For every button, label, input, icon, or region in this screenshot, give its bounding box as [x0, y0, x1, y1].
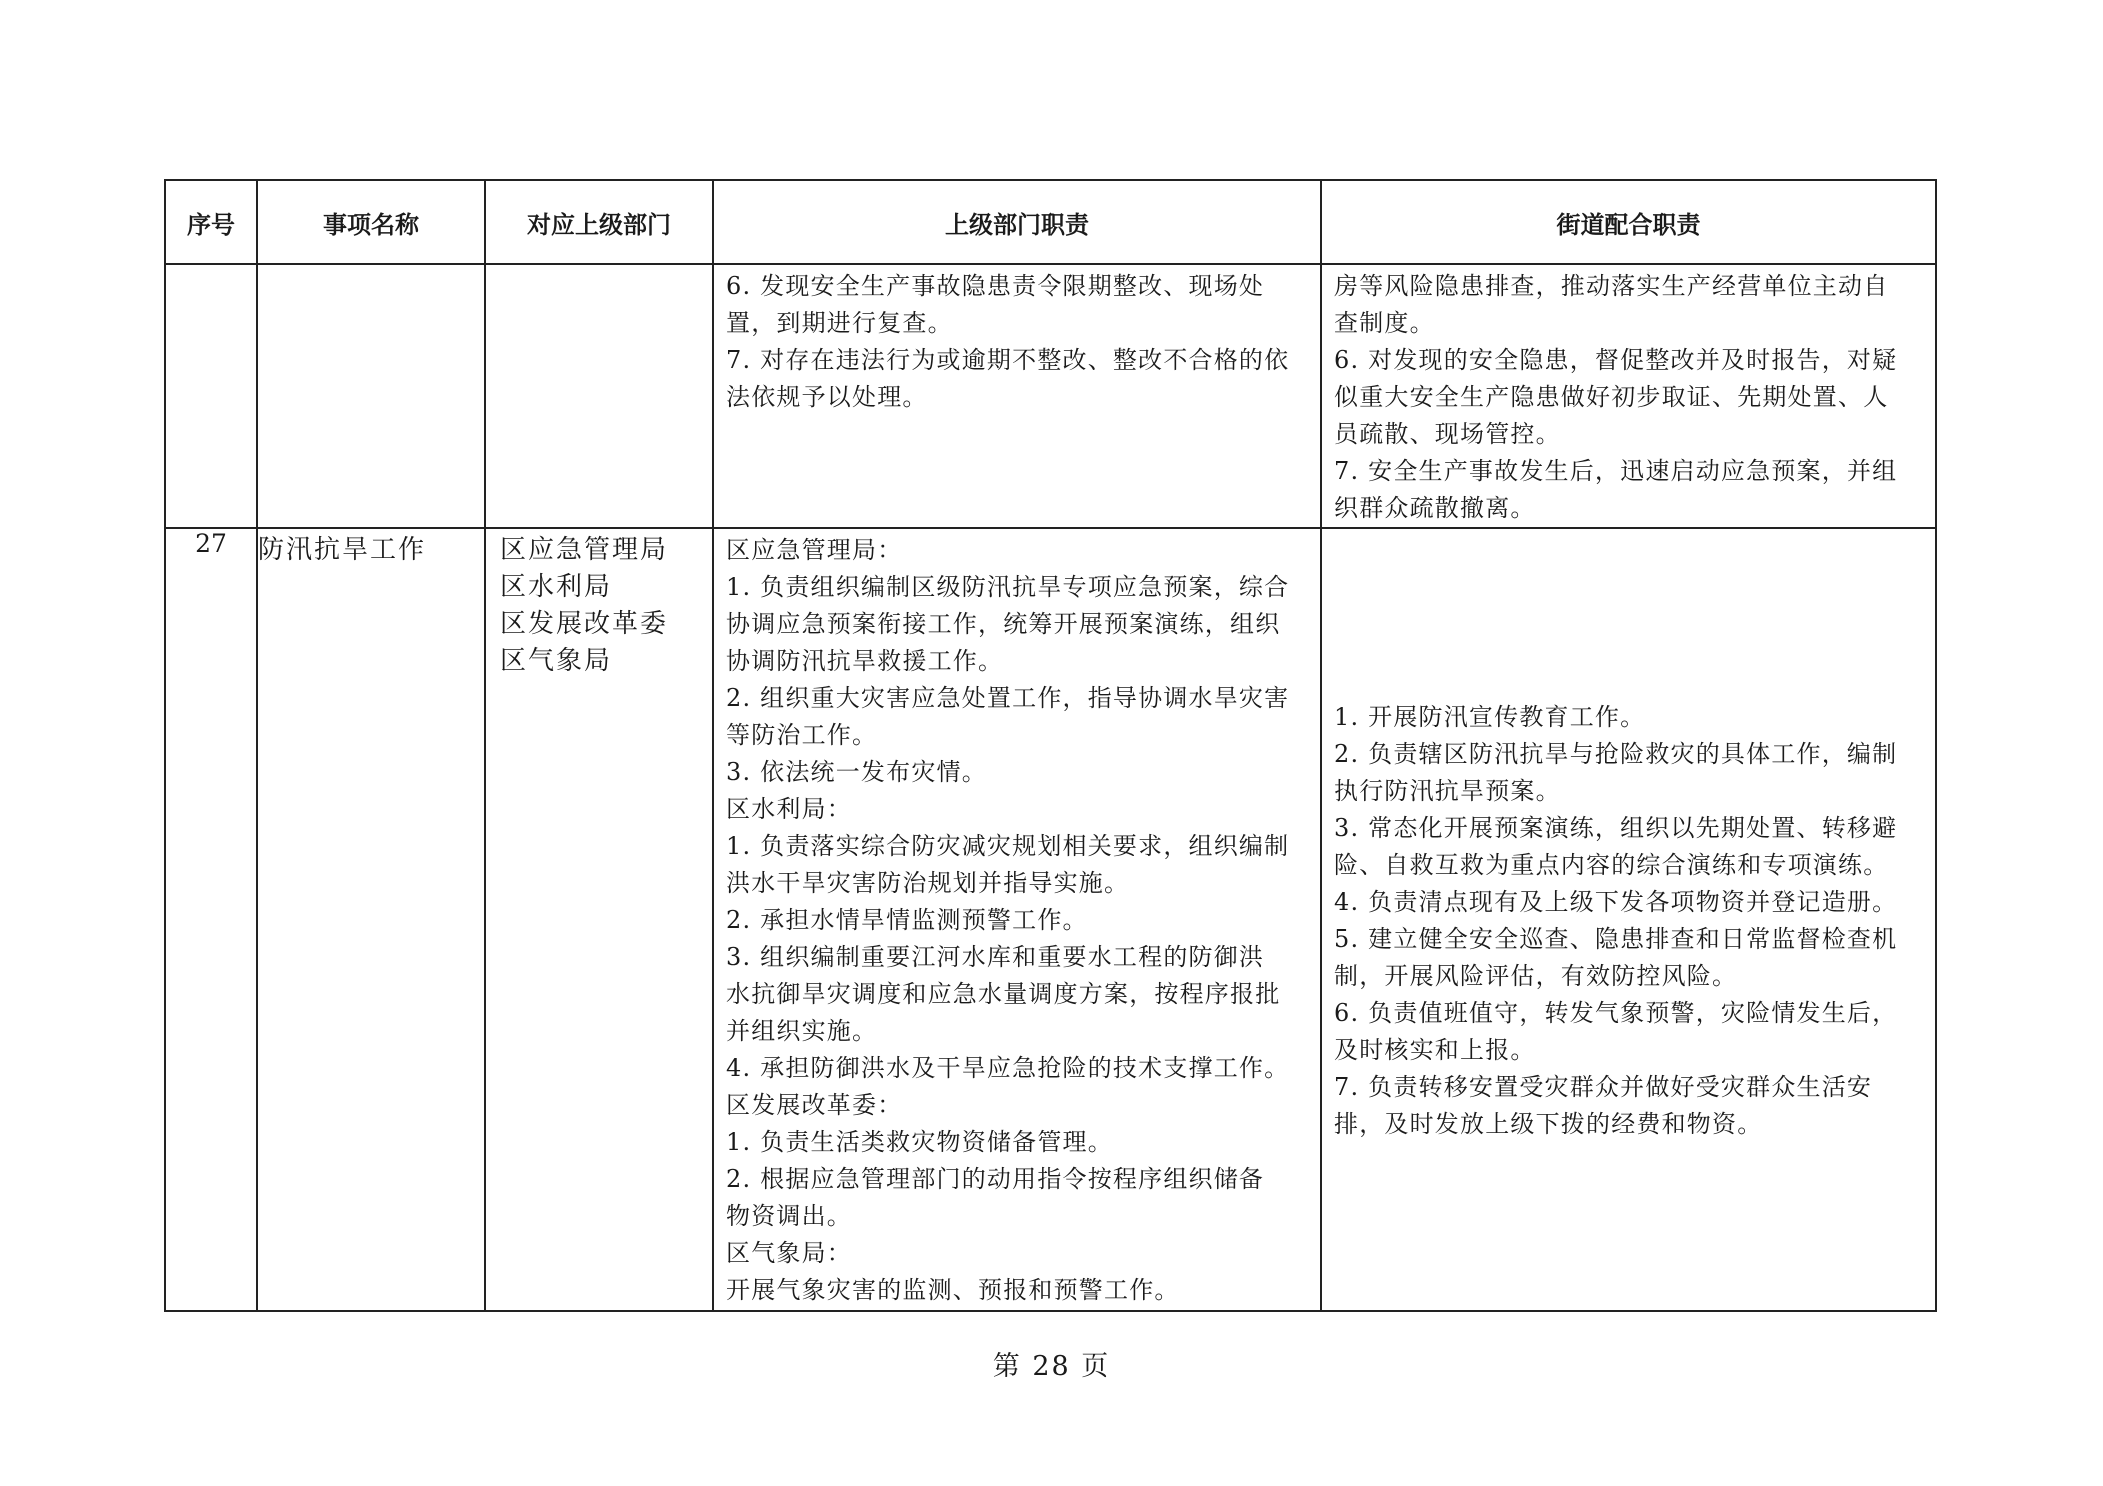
duty-line: 水抗御旱灾调度和应急水量调度方案，按程序报批 [726, 980, 1281, 1008]
header-item-name: 事项名称 [257, 180, 485, 264]
row-seq [165, 264, 257, 528]
duty-line: 3. 常态化开展预案演练，组织以先期处置、转移避 [1334, 814, 1898, 842]
duty-line: 1. 负责落实综合防灾减灾规划相关要求，组织编制 [726, 832, 1290, 860]
header-street-duty: 街道配合职责 [1321, 180, 1936, 264]
duty-line: 2. 根据应急管理部门的动用指令按程序组织储备 [726, 1165, 1265, 1193]
duty-line: 似重大安全生产隐患做好初步取证、先期处置、人 [1334, 383, 1889, 411]
duty-line: 及时核实和上报。 [1334, 1036, 1536, 1064]
duty-line: 置，到期进行复查。 [726, 309, 953, 337]
duty-table [164, 179, 1937, 1312]
duty-line: 区气象局： [726, 1239, 852, 1267]
duty-line: 3. 依法统一发布灾情。 [726, 758, 987, 786]
duty-line: 执行防汛抗旱预案。 [1334, 777, 1561, 805]
row-upper-duty [713, 264, 1321, 528]
duty-line: 1. 开展防汛宣传教育工作。 [1334, 703, 1646, 731]
duty-line: 1. 负责组织编制区级防汛抗旱专项应急预案，综合 [726, 573, 1290, 601]
table-header-row [165, 180, 1936, 264]
row-upper-duty [713, 528, 1321, 1311]
duty-line: 6. 对发现的安全隐患，督促整改并及时报告，对疑 [1334, 346, 1898, 374]
duty-line: 7. 安全生产事故发生后，迅速启动应急预案，并组 [1334, 457, 1898, 485]
duty-line: 法依规予以处理。 [726, 383, 928, 411]
duty-line: 查制度。 [1334, 309, 1435, 337]
duty-line: 织群众疏散撤离。 [1334, 494, 1536, 522]
duty-line: 7. 对存在违法行为或逾期不整改、整改不合格的依 [726, 346, 1290, 374]
duty-line: 洪水干旱灾害防治规划并指导实施。 [726, 869, 1130, 897]
duty-line: 2. 承担水情旱情监测预警工作。 [726, 906, 1088, 934]
dept-line: 区水利局 [500, 572, 613, 602]
duty-line: 险、自救互救为重点内容的综合演练和专项演练。 [1334, 851, 1889, 879]
dept-line: 区发展改革委 [500, 609, 669, 639]
row-street-duty [1321, 528, 1936, 1311]
duty-line: 开展气象灾害的监测、预报和预警工作。 [726, 1276, 1180, 1304]
duty-line: 房等风险隐患排查，推动落实生产经营单位主动自 [1334, 272, 1889, 300]
page-number: 第 28 页 [992, 1351, 1111, 1382]
header-upper-duty: 上级部门职责 [713, 180, 1321, 264]
dept-line: 区气象局 [500, 646, 613, 676]
row-upper-dept [485, 264, 713, 528]
duty-line: 6. 发现安全生产事故隐患责令限期整改、现场处 [726, 272, 1265, 300]
duty-line: 协调应急预案衔接工作，统筹开展预案演练，组织 [726, 610, 1281, 638]
duty-line: 2. 负责辖区防汛抗旱与抢险救灾的具体工作，编制 [1334, 740, 1898, 768]
row-item-name: 防汛抗旱工作 [257, 528, 485, 1311]
duty-line: 4. 承担防御洪水及干旱应急抢险的技术支撑工作。 [726, 1054, 1290, 1082]
dept-line: 区应急管理局 [500, 535, 669, 565]
duty-line: 物资调出。 [726, 1202, 852, 1230]
duty-line: 并组织实施。 [726, 1017, 878, 1045]
row-street-duty [1321, 264, 1936, 528]
row-seq: 27 [165, 528, 257, 1311]
header-upper-dept: 对应上级部门 [485, 180, 713, 264]
table-row [165, 528, 1936, 1311]
duty-line: 4. 负责清点现有及上级下发各项物资并登记造册。 [1334, 888, 1898, 916]
duty-line: 7. 负责转移安置受灾群众并做好受灾群众生活安 [1334, 1073, 1873, 1101]
duty-line: 协调防汛抗旱救援工作。 [726, 647, 1004, 675]
row-item-name [257, 264, 485, 528]
duty-line: 员疏散、现场管控。 [1334, 420, 1561, 448]
duty-line: 区应急管理局： [726, 536, 903, 564]
duty-line: 5. 建立健全安全巡查、隐患排查和日常监督检查机 [1334, 925, 1898, 953]
duty-line: 2. 组织重大灾害应急处置工作，指导协调水旱灾害 [726, 684, 1290, 712]
row-upper-dept [485, 528, 713, 1311]
header-seq: 序号 [165, 180, 257, 264]
duty-line: 排，及时发放上级下拨的经费和物资。 [1334, 1110, 1763, 1138]
duty-line: 区发展改革委： [726, 1091, 903, 1119]
duty-line: 3. 组织编制重要江河水库和重要水工程的防御洪 [726, 943, 1265, 971]
duty-line: 制，开展风险评估，有效防控风险。 [1334, 962, 1738, 990]
table-row [165, 264, 1936, 528]
duty-line: 6. 负责值班值守，转发气象预警，灾险情发生后， [1334, 999, 1898, 1027]
duty-line: 区水利局： [726, 795, 852, 823]
duty-line: 1. 负责生活类救灾物资储备管理。 [726, 1128, 1113, 1156]
duty-line: 等防治工作。 [726, 721, 878, 749]
